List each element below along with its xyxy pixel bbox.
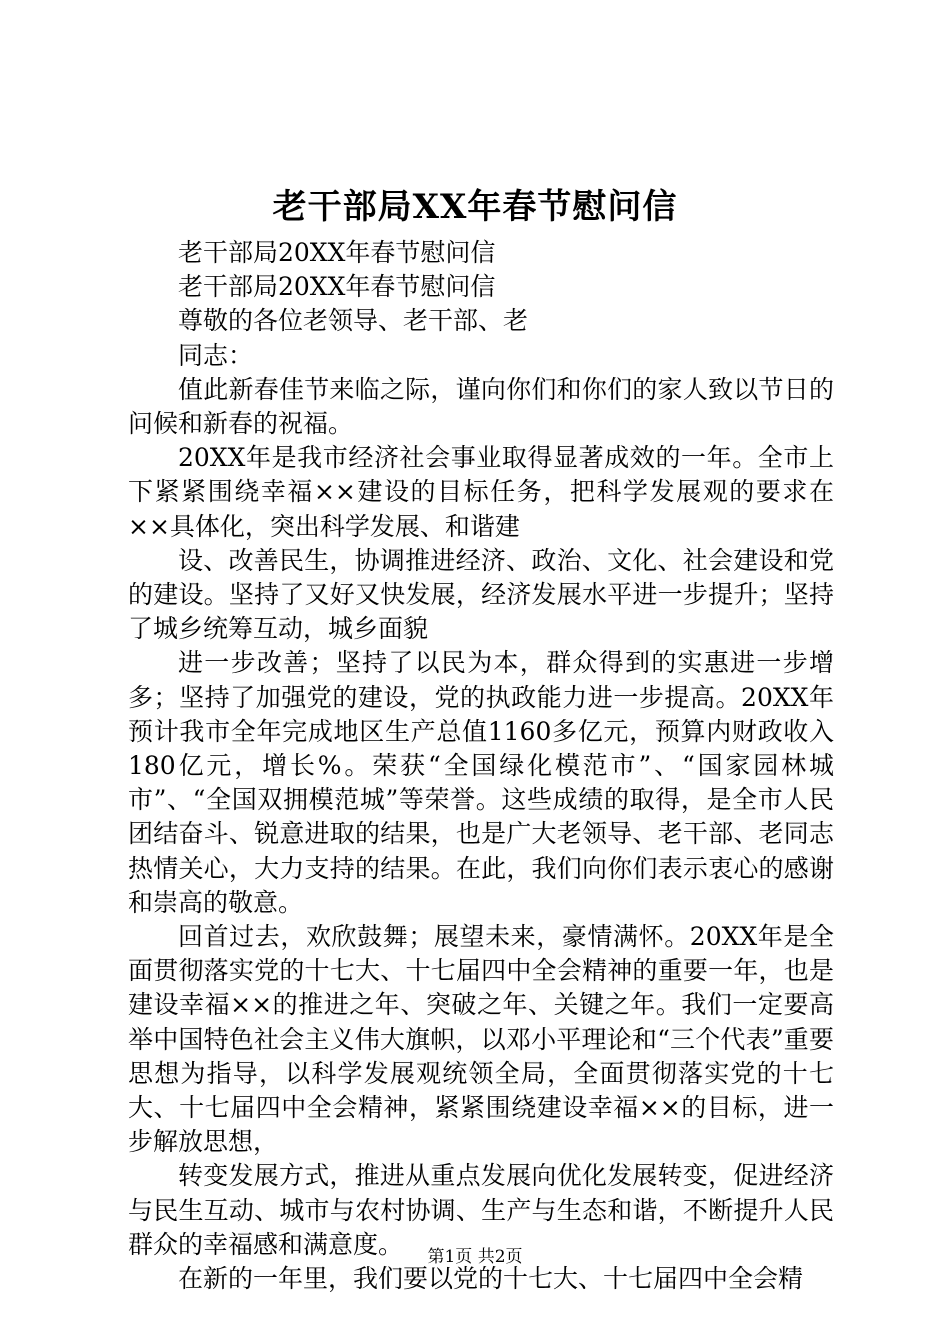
page-number-footer: 第1页 共2页 (427, 1247, 523, 1267)
paragraph: 老干部局20XX年春节慰问信 (178, 238, 496, 267)
paragraph: 转变发展方式，推进从重点发展向优化发展转变，促进经济与民生互动、城市与农村协调、生产与生态和谐，不断提升人民群众的幸福感和满意度。 (128, 1161, 834, 1259)
document-body (128, 236, 834, 1296)
paragraph: 值此新春佳节来临之际，谨向你们和你们的家人致以节日的问候和新春的祝福。 (128, 374, 834, 439)
paragraph: 设、改善民生，协调推进经济、政治、文化、社会建设和党的建设。坚持了又好又快发展，经济发展水平进一步提升；坚持了城乡统筹互动，城乡面貌 (128, 545, 834, 644)
paragraph: 同志： (178, 340, 254, 370)
document-title: 老干部局XX年春节慰问信 (272, 187, 678, 227)
paragraph: 尊敬的各位老领导、老干部、老 (178, 306, 529, 336)
paragraph: 老干部局20XX年春节慰问信 (178, 272, 496, 302)
paragraph: 20XX年是我市经济社会事业取得显著成效的一年。全市上下紧紧围绕幸福××建设的目标任务，把科学发展观的要求在××具体化，突出科学发展、和谐建 (128, 443, 834, 541)
paragraph: 回首过去，欢欣鼓舞；展望未来，豪情满怀。20XX年是全面贯彻落实党的十七大、十七届四中全会精神的重要一年，也是建设幸福××的推进之年、突破之年、关键之年。我们一定要高举中国特色社会主义伟大旗帜，以邓小平理论和“三个代表”重要思想为指导，以科学发展观统领全局，全面贯彻落实党的十七大、十七届四中全会精神，紧紧围绕建设幸福××的目标，进一步解放思想， (128, 922, 834, 1157)
paragraph: 进一步改善；坚持了以民为本，群众得到的实惠进一步增多；坚持了加强党的建设，党的执政能力进一步提高。20XX年预计我市全年完成地区生产总值1160多亿元，预算内财政收入180亿元，增长%。荣获“全国绿化模范市”、“国家园林城市”、“全国双拥模范城”等荣誉。这些成绩的取得，是全市人民团结奋斗、锐意进取的结果，也是广大老领导、老干部、老同志热情关心，大力支持的结果。在此，我们向你们表示衷心的感谢和崇高的敬意。 (128, 648, 834, 917)
paragraph: 在新的一年里，我们要以党的十七大、十七届四中全会精 (178, 1264, 804, 1294)
